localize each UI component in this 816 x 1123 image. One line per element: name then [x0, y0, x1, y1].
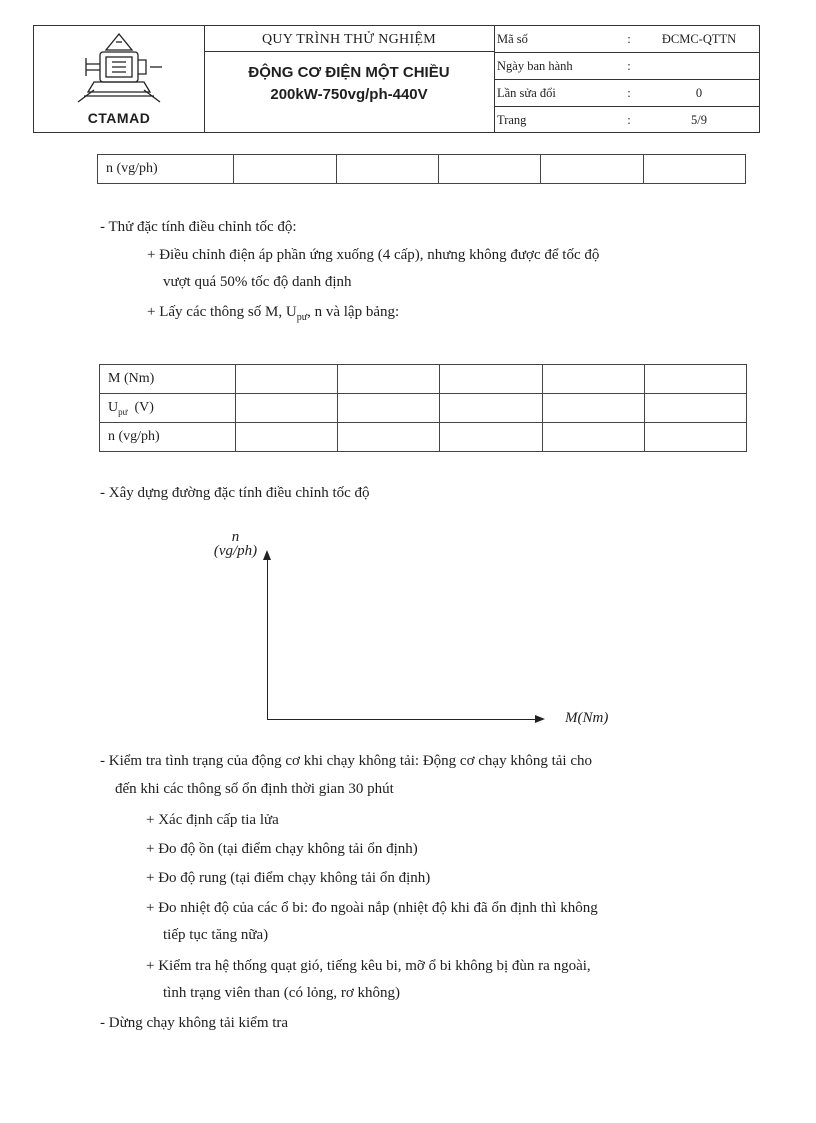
section-heading-cont: đến khi các thông số ổn định thời gian 30 phút	[115, 781, 394, 797]
y-axis-label	[208, 529, 263, 560]
list-item-cont: vượt quá 50% tốc độ danh định	[163, 274, 352, 290]
list-item: + Xác định cấp tia lửa	[146, 812, 279, 828]
x-axis-arrow-icon	[535, 715, 545, 723]
info-sep: :	[622, 26, 636, 53]
info-value: ĐCMC-QTTN	[636, 26, 759, 53]
table-cell	[338, 423, 440, 452]
info-row-issue-date	[494, 53, 759, 80]
company-name: CTAMAD	[87, 110, 151, 126]
info-sep: :	[627, 112, 631, 127]
table-cell	[644, 365, 746, 394]
table-row	[100, 365, 747, 394]
x-axis-label: M(Nm)	[565, 710, 609, 726]
row-label: M (Nm)	[100, 365, 236, 394]
y-axis-arrow-icon	[263, 550, 271, 560]
y-axis-line	[267, 557, 268, 719]
table-cell	[438, 155, 540, 184]
list-item-cont: tình trạng viên than (có lỏng, rơ không)	[163, 985, 401, 1001]
table-cell	[440, 365, 542, 394]
info-row-revision	[494, 80, 759, 107]
section-heading: - Kiểm tra tình trạng của động cơ khi chạy không tải: Động cơ chạy không tải cho	[100, 753, 592, 769]
table-cell	[235, 365, 337, 394]
table-cell	[644, 423, 746, 452]
subscript: pư	[118, 406, 128, 417]
info-label: Lần sửa đổi	[494, 80, 622, 107]
doc-title-line1: ĐỘNG CƠ ĐIỆN MỘT CHIỀU	[248, 64, 450, 81]
list-item: + Đo độ ồn (tại điểm chạy không tải ổn định)	[146, 841, 418, 857]
table-cell	[440, 394, 542, 423]
list-item	[147, 301, 399, 329]
company-logo-icon	[64, 30, 174, 112]
section-heading: - Xây dựng đường đặc tính điều chỉnh tốc độ	[100, 485, 370, 501]
info-sep: :	[622, 53, 636, 80]
table-cell	[541, 155, 643, 184]
y-axis-unit: (vg/ph)	[213, 543, 258, 559]
logo-block	[34, 26, 205, 132]
title-block	[204, 26, 495, 132]
table-cell	[542, 365, 644, 394]
y-axis-variable: n	[231, 529, 240, 545]
list-item: + Đo độ rung (tại điểm chạy không tải ổn định)	[146, 870, 431, 886]
table-row	[98, 155, 746, 184]
info-value: 0	[636, 80, 759, 107]
table-cell	[644, 394, 746, 423]
unit-text: (V)	[127, 399, 154, 415]
label-text: U	[108, 399, 119, 415]
item-text: + Lấy các thông số M, U	[147, 304, 297, 320]
info-value	[636, 53, 759, 80]
info-label: Ngày ban hành	[494, 53, 622, 80]
table-cell	[542, 423, 644, 452]
table-cell	[542, 394, 644, 423]
list-item: + Đo nhiệt độ của các ổ bi: đo ngoài nắp (nhiệt độ khi đã ổn định thì không	[146, 900, 598, 916]
x-axis-line	[267, 719, 535, 720]
section-heading: - Thử đặc tính điều chỉnh tốc độ:	[100, 219, 297, 235]
table-row	[100, 394, 747, 423]
list-item-cont: tiếp tục tăng nữa)	[163, 927, 269, 943]
table-cell	[235, 394, 337, 423]
divider	[204, 51, 494, 52]
table-cell	[234, 155, 336, 184]
doc-type: QUY TRÌNH THỬ NGHIỆM	[261, 32, 437, 47]
table-cell	[235, 423, 337, 452]
table-cell	[440, 423, 542, 452]
speed-table-top	[97, 154, 746, 184]
row-label: n (vg/ph)	[100, 423, 236, 452]
document-header	[33, 25, 760, 133]
item-text: , n và lập bảng:	[307, 304, 400, 320]
table-cell	[338, 365, 440, 394]
info-row-code	[494, 26, 759, 53]
info-label: Trang	[497, 112, 527, 127]
speed-control-table	[99, 364, 747, 452]
list-item: + Kiểm tra hệ thống quạt gió, tiếng kêu bi, mỡ ổ bi không bị đùn ra ngoài,	[146, 958, 591, 974]
info-block	[494, 26, 759, 132]
doc-title-line2: 200kW-750vg/ph-440V	[270, 86, 428, 103]
info-sep: :	[622, 80, 636, 107]
section-footer: - Dừng chạy không tải kiểm tra	[100, 1015, 289, 1031]
table-cell	[336, 155, 438, 184]
list-item: + Điều chỉnh điện áp phần ứng xuống (4 cấp), nhưng không được để tốc độ	[147, 247, 600, 263]
table-cell	[338, 394, 440, 423]
info-table	[494, 26, 759, 133]
row-label: n (vg/ph)	[98, 155, 234, 184]
table-cell	[643, 155, 745, 184]
info-row-page	[494, 107, 759, 134]
row-label	[100, 394, 236, 423]
table-row	[100, 423, 747, 452]
info-label: Mã số	[494, 26, 622, 53]
info-value: 5/9	[691, 112, 707, 127]
subscript: pư	[296, 312, 308, 323]
